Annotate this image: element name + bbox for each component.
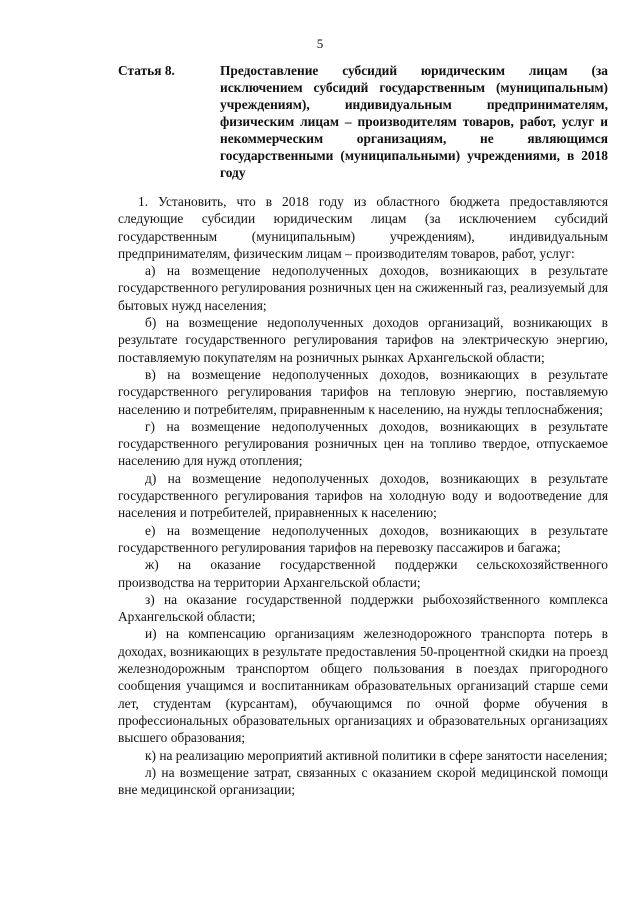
article-body bbox=[118, 193, 608, 798]
paragraph-item-e: е) на возмещение недополученных доходов, возникающих в результате государственного регулирования тарифов на перевозку пассажиров и багажа; bbox=[118, 522, 608, 555]
paragraph-item-i: и) на компенсацию организациям железнодорожного транспорта потерь в доходах, возникающих в результате предоставления 50-процентной скидки на проезд железнодорожным транспортом общего пользования в поездах пригородного сообщения учащимся и воспитанникам образовательных организаций старше семи лет, студентам (курсантам), обучающимся по очной форме обучения в профессиональных образовательных организациях и образовательных организациях высшего образования; bbox=[118, 626, 608, 746]
paragraph-item-g: г) на возмещение недополученных доходов, возникающих в результате государственного регулирования розничных цен на топливо твердое, отпускаемое населению для нужд отопления; bbox=[118, 418, 608, 469]
paragraph-item-zh: ж) на оказание государственной поддержки сельскохозяйственного производства на территории Архангельской области; bbox=[118, 557, 608, 590]
article-title: Предоставление субсидий юридическим лицам (за исключением субсидий государственным (муниципальным) учреждениям), индивидуальным предпринимателям, физическим лицам – производителям товаров, работ, услуг и некоммерческим организациям, не являющимся государственными (муниципальными) учреждениями, в 2018 году bbox=[220, 63, 608, 180]
article-label: Статья 8. bbox=[118, 63, 175, 78]
paragraph-item-z: з) на оказание государственной поддержки рыбохозяйственного комплекса Архангельской области; bbox=[118, 591, 608, 625]
paragraph-intro: 1. Установить, что в 2018 году из областного бюджета предоставляются следующие субсидии юридическим лицам (за исключением субсидий государственным (муниципальным) учреждениям), индивидуальным предпринимателям, физическим лицам – производителям товаров, работ, услуг: bbox=[118, 194, 608, 261]
paragraph-item-a: а) на возмещение недополученных доходов, возникающих в результате государственного регулирования розничных цен на сжиженный газ, реализуемый для бытовых нужд населения; bbox=[118, 263, 608, 313]
paragraph-item-v: в) на возмещение недополученных доходов, возникающих в результате государственного регулирования тарифов на тепловую энергию, поставляемую населению и потребителям, приравненным к населению, на нужды теплоснабжения; bbox=[118, 366, 608, 417]
paragraph-item-k: к) на реализацию мероприятий активной политики в сфере занятости населения; bbox=[145, 747, 608, 763]
paragraph-item-d: д) на возмещение недополученных доходов, возникающих в результате государственного регулирования тарифов на холодную воду и водоотведение для населения и потребителей, приравненных к населению; bbox=[118, 470, 608, 521]
page-number: 5 bbox=[316, 36, 324, 51]
paragraph-item-b: б) на возмещение недополученных доходов организаций, возникающих в результате государственного регулирования тарифов на электрическую энергию, поставляемую покупателям на розничных рынках Архангельской области; bbox=[118, 315, 608, 365]
paragraph-item-l: л) на возмещение затрат, связанных с оказанием скорой медицинской помощи вне медицинской организации; bbox=[118, 764, 608, 798]
article-header bbox=[118, 62, 608, 181]
